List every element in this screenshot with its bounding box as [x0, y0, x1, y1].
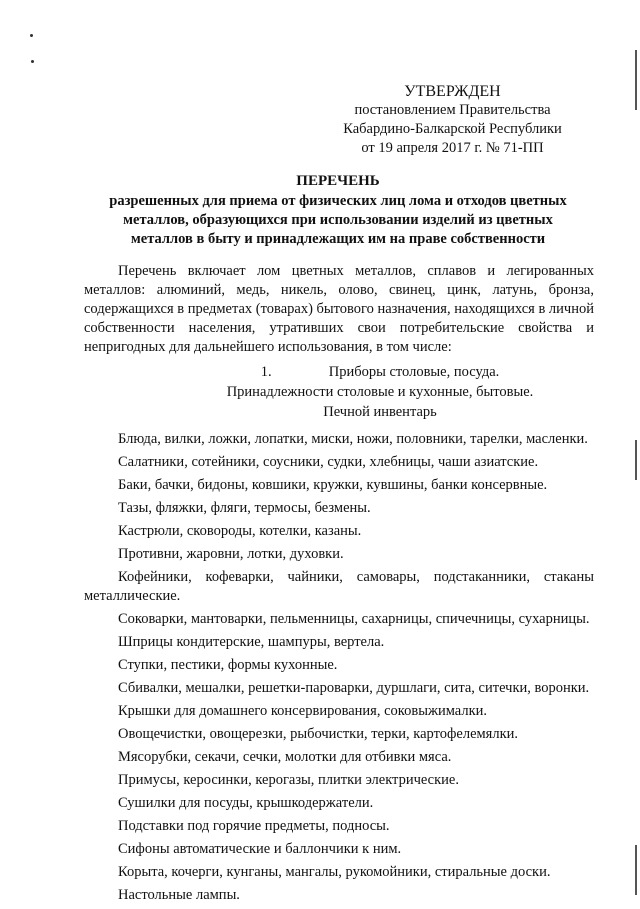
list-item: Баки, бачки, бидоны, ковшики, кружки, кувшины, банки консервные. — [118, 477, 548, 493]
list-item: Кофейники, кофеварки, чайники, самовары, подстаканники, стаканы металлические. — [84, 569, 594, 604]
list-item: Ступки, пестики, формы кухонные. — [118, 657, 338, 673]
approval-heading: УТВЕРЖДЕН — [404, 83, 501, 100]
list-item: Настольные лампы. — [118, 887, 240, 903]
section-title-line: Приборы столовые, посуда. — [328, 364, 500, 380]
scan-edge-mark — [635, 845, 637, 895]
title-subtitle-line: металлов, образующихся при использовании изделий из цветных — [123, 212, 553, 228]
scan-edge-mark — [635, 50, 637, 110]
approval-line: Кабардино-Балкарской Республики — [343, 121, 562, 137]
list-item: Подставки под горячие предметы, подносы. — [118, 818, 390, 834]
items-list — [84, 430, 594, 909]
section-title-line: Принадлежности столовые и кухонные, бытовые. — [226, 384, 534, 400]
scan-edge-mark — [635, 440, 637, 480]
section-title-line: Печной инвентарь — [323, 404, 437, 420]
list-item: Тазы, фляжки, фляги, термосы, безмены. — [118, 500, 371, 516]
list-item: Шприцы кондитерские, шампуры, вертела. — [118, 634, 385, 650]
intro-text: Перечень включает лом цветных металлов, сплавов и легированных металлов: алюминий, медь, никель, олово, свинец, цинк, латунь, бронза, содержащихся в предметах (товарах) бытового назначения, находящихся в личной собственности населения, утративших свои потребительские свойства и непригодных для дальнейшего использования, в том числе: — [84, 263, 594, 355]
approval-date-line: от 19 апреля 2017 г. № 71-ПП — [361, 140, 544, 156]
list-item: Соковарки, мантоварки, пельменницы, сахарницы, спичечницы, сухарницы. — [118, 611, 590, 627]
approval-block — [300, 82, 605, 158]
list-item: Блюда, вилки, ложки, лопатки, миски, ножи, половники, тарелки, масленки. — [118, 431, 588, 447]
scan-speck — [31, 60, 34, 63]
title-subtitle-line: разрешенных для приема от физических лиц лома и отходов цветных — [109, 193, 567, 209]
section-heading — [210, 362, 550, 422]
intro-paragraph — [84, 262, 594, 357]
scan-speck — [30, 34, 33, 37]
document-title — [72, 172, 604, 249]
list-item: Мясорубки, секачи, сечки, молотки для отбивки мяса. — [118, 749, 452, 765]
list-item: Салатники, сотейники, соусники, судки, хлебницы, чаши азиатские. — [118, 454, 539, 470]
list-item: Крышки для домашнего консервирования, соковыжималки. — [118, 703, 488, 719]
list-item: Противни, жаровни, лотки, духовки. — [118, 546, 344, 562]
section-number: 1. — [260, 364, 272, 380]
list-item: Сбивалки, мешалки, решетки-пароварки, дуршлаги, сита, ситечки, воронки. — [118, 680, 590, 696]
list-item: Примусы, керосинки, керогазы, плитки электрические. — [118, 772, 459, 788]
list-item: Корыта, кочерги, кунганы, мангалы, рукомойники, стиральные доски. — [118, 864, 551, 880]
list-item: Кастрюли, сковороды, котелки, казаны. — [118, 523, 362, 539]
list-item: Сифоны автоматические и баллончики к ним. — [118, 841, 402, 857]
title-subtitle-line: металлов в быту и принадлежащих им на праве собственности — [130, 231, 546, 247]
approval-line: постановлением Правительства — [354, 102, 551, 118]
list-item: Овощечистки, овощерезки, рыбочистки, терки, картофелемялки. — [118, 726, 519, 742]
title-main: ПЕРЕЧЕНЬ — [296, 173, 380, 189]
list-item: Сушилки для посуды, крышкодержатели. — [118, 795, 374, 811]
